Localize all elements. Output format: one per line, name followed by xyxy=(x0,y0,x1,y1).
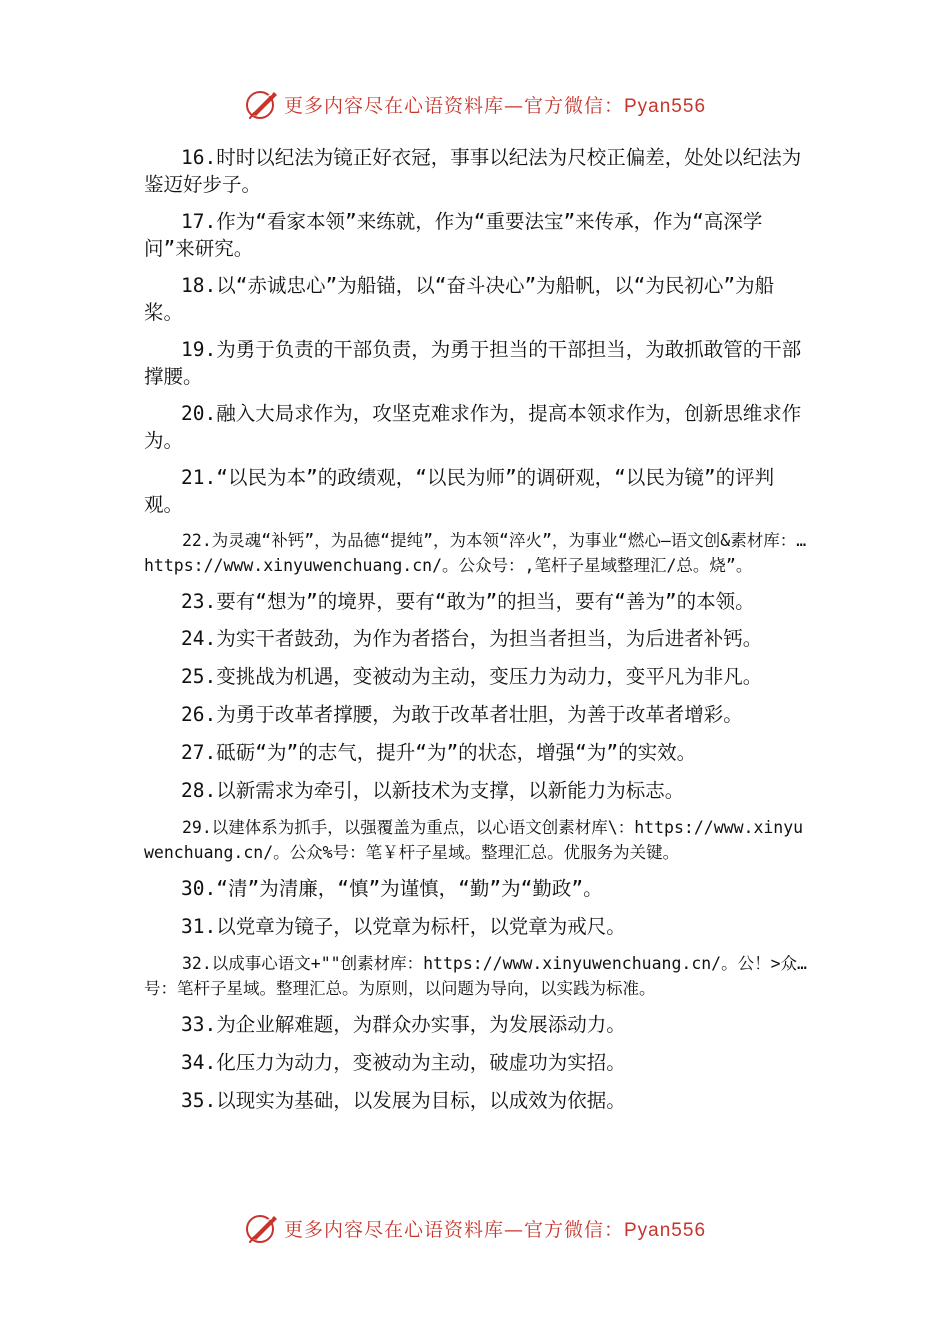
list-item-18: 18.以“赤诚忠心”为船锚，以“奋斗决心”为船帆，以“为民初心”为船桨。 xyxy=(144,274,775,324)
list-item-29: 29.以建体系为抓手，以强覆盖为重点，以心语文创素材库\：https://www.xinyuwenchuang.cn/。公众%号：笔￥杆子星域。整理汇总。优服务为关键。 xyxy=(144,818,804,862)
list-item-33: 33.为企业解难题，为群众办实事，为发展添动力。 xyxy=(181,1013,626,1036)
list-item-23: 23.要有“想为”的境界，要有“敢为”的担当，要有“善为”的本领。 xyxy=(181,590,755,613)
list-item-34: 34.化压力为动力，变被动为主动，破虚功为实招。 xyxy=(181,1051,626,1074)
banner-text: 更多内容尽在心语资料库—官方微信：Pyan556 xyxy=(283,1218,707,1241)
quill-pen-logo-icon xyxy=(244,86,280,122)
list-item-19: 19.为勇于负责的干部负责，为勇于担当的干部担当，为敢抓敢管的干部撑腰。 xyxy=(144,338,802,388)
wechat-id: Pyan556 xyxy=(624,95,707,117)
list-item-21: 21.“以民为本”的政绩观，“以民为师”的调研观，“以民为镜”的评判观。 xyxy=(144,466,775,516)
list-item-30: 30.“清”为清廉，“慎”为谨慎，“勤”为“勤政”。 xyxy=(181,877,603,900)
list-item-17: 17.作为“看家本领”来练就，作为“重要法宝”来传承，作为“高深学问”来研究。 xyxy=(144,210,763,260)
list-item-20: 20.融入大局求作为，攻坚克难求作为，提高本领求作为，创新思维求作为。 xyxy=(144,402,802,452)
list-item-35: 35.以现实为基础，以发展为目标，以成效为依据。 xyxy=(181,1089,626,1112)
document-body xyxy=(144,144,812,1125)
list-item-24: 24.为实干者鼓劲，为作为者搭台，为担当者担当，为后进者补钙。 xyxy=(181,627,763,650)
banner-text: 更多内容尽在心语资料库—官方微信：Pyan556 xyxy=(283,94,707,117)
list-item-28: 28.以新需求为牵引，以新技术为支撑，以新能力为标志。 xyxy=(181,779,685,802)
list-item-26: 26.为勇于改革者撑腰，为敢于改革者壮胆，为善于改革者增彩。 xyxy=(181,703,743,726)
list-item-31: 31.以党章为镜子，以党章为标杆，以党章为戒尺。 xyxy=(181,915,626,938)
header-banner xyxy=(0,84,950,124)
wechat-id: Pyan556 xyxy=(624,1219,707,1241)
list-item-22: 22.为灵魂“补钙”，为品德“提纯”，为本领“淬火”，为事业“燃心—语文创&素材库：…https://www.xinyuwenchuang.cn/。公众号：,笔杆子星域整理汇/总。烧”。 xyxy=(144,531,807,575)
list-item-25: 25.变挑战为机遇，变被动为主动，变压力为动力，变平凡为非凡。 xyxy=(181,665,763,688)
list-item-32: 32.以成事心语文+""创素材库：https://www.xinyuwenchuang.cn/。公！>众…号：笔杆子星域。整理汇总。为原则，以问题为导向，以实践为标准。 xyxy=(144,954,807,998)
footer-banner xyxy=(0,1208,950,1248)
list-item-27: 27.砥砺“为”的志气，提升“为”的状态，增强“为”的实效。 xyxy=(181,741,697,764)
list-item-16: 16.时时以纪法为镜正好衣冠，事事以纪法为尺校正偏差，处处以纪法为鉴迈好步子。 xyxy=(144,146,802,196)
quill-pen-logo-icon xyxy=(244,1210,280,1246)
